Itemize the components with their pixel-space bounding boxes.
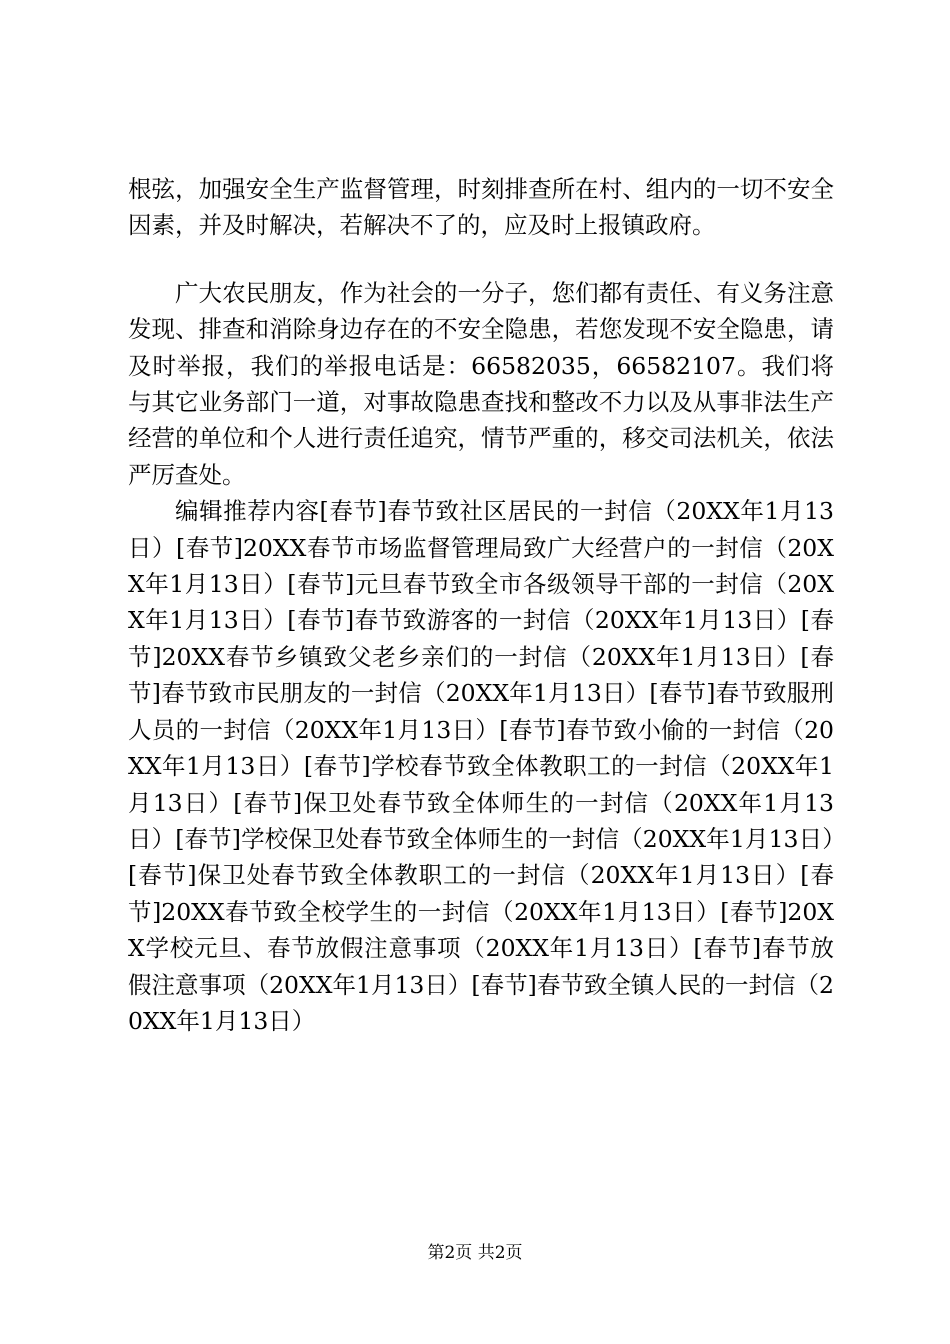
paragraph-safety-notice: 广大农民朋友，作为社会的一分子，您们都有责任、有义务注意发现、排查和消除身边存在的不安全隐患，若您发现不安全隐患，请及时举报，我们的举报电话是：66582035，66582107。我们将与其它业务部门一道，对事故隐患查找和整改不力以及从事非法生产经营的单位和个人进行责任追究，情节严重的，移交司法机关，依法严厉查处。 <box>128 278 834 489</box>
document-body <box>128 171 834 1039</box>
paragraph-continuation: 根弦，加强安全生产监督管理，时刻排查所在村、组内的一切不安全因素，并及时解决，若解决不了的，应及时上报镇政府。 <box>128 175 834 240</box>
page-number-footer: 第2页 共2页 <box>427 1243 523 1263</box>
paragraph-recommended-content: 编辑推荐内容[春节]春节致社区居民的一封信（20XX年1月13日）[春节]20XX春节市场监督管理局致广大经营户的一封信（20XX年1月13日）[春节]元旦春节致全市各级领导干部的一封信（20XX年1月13日）[春节]春节致游客的一封信（20XX年1月13日）[春节]20XX春节乡镇致父老乡亲们的一封信（20XX年1月13日）[春节]春节致市民朋友的一封信（20XX年1月13日）[春节]春节致服刑人员的一封信（20XX年1月13日）[春节]春节致小偷的一封信（20XX年1月13日）[春节]学校春节致全体教职工的一封信（20XX年1月13日）[春节]保卫处春节致全体师生的一封信（20XX年1月13日）[春节]学校保卫处春节致全体师生的一封信（20XX年1月13日）[春节]保卫处春节致全体教职工的一封信（20XX年1月13日）[春节]20XX春节致全校学生的一封信（20XX年1月13日）[春节]20XX学校元旦、春节放假注意事项（20XX年1月13日）[春节]春节放假注意事项（20XX年1月13日）[春节]春节致全镇人民的一封信（20XX年1月13日） <box>128 497 834 1035</box>
